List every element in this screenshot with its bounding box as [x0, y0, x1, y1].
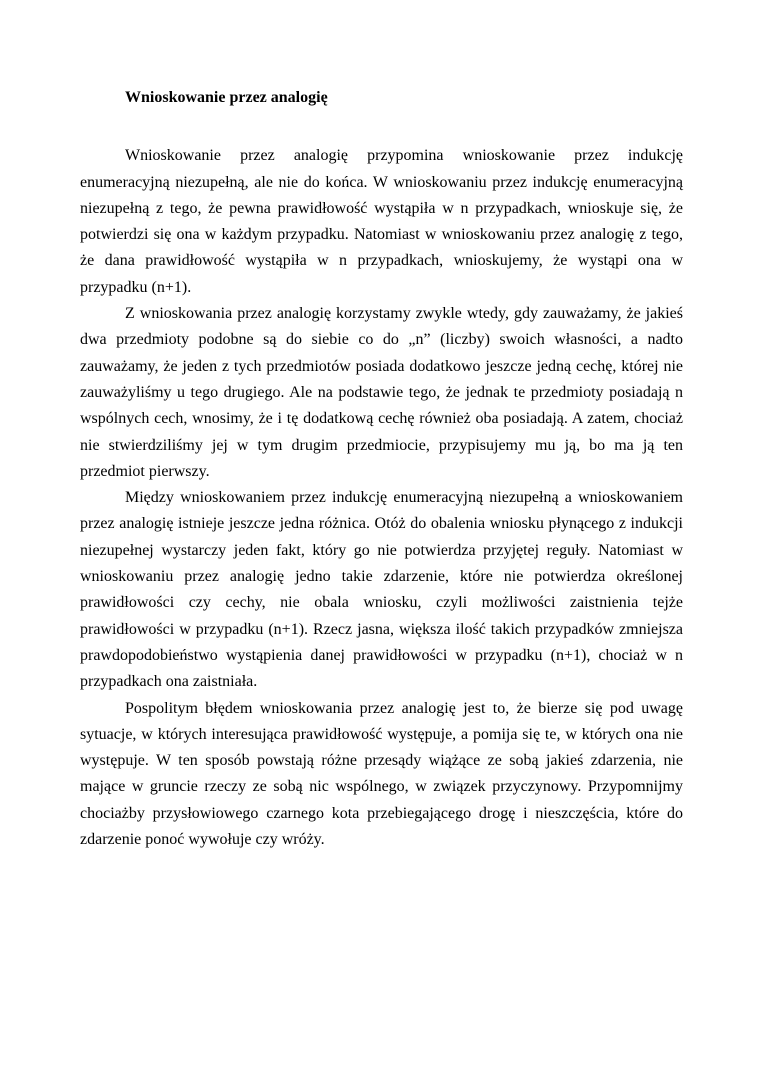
text-block: [80, 85, 683, 853]
paragraph-4: Pospolitym błędem wnioskowania przez analogię jest to, że bierze się pod uwagę sytuacje, w których interesująca prawidłowość występuje, a pomija się te, w których ona nie występuje. W ten sposób powstają różne przesądy wiążące ze sobą jakieś zdarzenia, nie mające w gruncie rzeczy ze sobą nic wspólnego, w związek przyczynowy. Przypomnijmy chociażby przysłowiowego czarnego kota przebiegającego drogę i nieszczęścia, które do zdarzenie ponoć wywołuje czy wróży.: [80, 699, 683, 849]
document-title: Wnioskowanie przez analogię: [125, 89, 328, 106]
paragraph-3: Między wnioskowaniem przez indukcję enumeracyjną niezupełną a wnioskowaniem przez analogię istnieje jeszcze jedna różnica. Otóż do obalenia wniosku płynącego z indukcji niezupełnej wystarczy jeden fakt, który go nie potwierdza przyjętej reguły. Natomiast w wnioskowaniu przez analogię jedno takie zdarzenie, które nie potwierdza określonej prawidłowości czy cechy, nie obala wniosku, czyli możliwości zaistnienia tejże prawidłowości w przypadku (n+1). Rzecz jasna, większa ilość takich przypadków zmniejsza prawdopodobieństwo wystąpienia danej prawidłowości w przypadku (n+1), chociaż w n przypadkach ona zaistniała.: [80, 489, 683, 691]
paragraph-1: Wnioskowanie przez analogię przypomina wnioskowanie przez indukcję enumeracyjną niezupełną, ale nie do końca. W wnioskowaniu przez indukcję enumeracyjną niezupełną z tego, że pewna prawidłowość wystąpiła w n przypadkach, wnioskuje się, że potwierdzi się ona w każdym przypadku. Natomiast w wnioskowaniu przez analogię z tego, że dana prawidłowość wystąpiła w n przypadkach, wnioskujemy, że wystąpi ona w przypadku (n+1).: [80, 147, 683, 296]
paragraph-2: Z wnioskowania przez analogię korzystamy zwykle wtedy, gdy zauważamy, że jakieś dwa przedmioty podobne są do siebie co do „n” (liczby) swoich własności, a nadto zauważamy, że jeden z tych przedmiotów posiada dodatkowo jeszcze jedną cechę, której nie zauważyliśmy u tego drugiego. Ale na podstawie tego, że jednak te przedmioty posiadają n wspólnych cech, wnosimy, że i tę dodatkową cechę również oba posiadają. A zatem, chociaż nie stwierdziliśmy jej w tym drugim przedmiocie, przypisujemy mu ją, bo ma ją ten przedmiot pierwszy.: [80, 305, 683, 480]
